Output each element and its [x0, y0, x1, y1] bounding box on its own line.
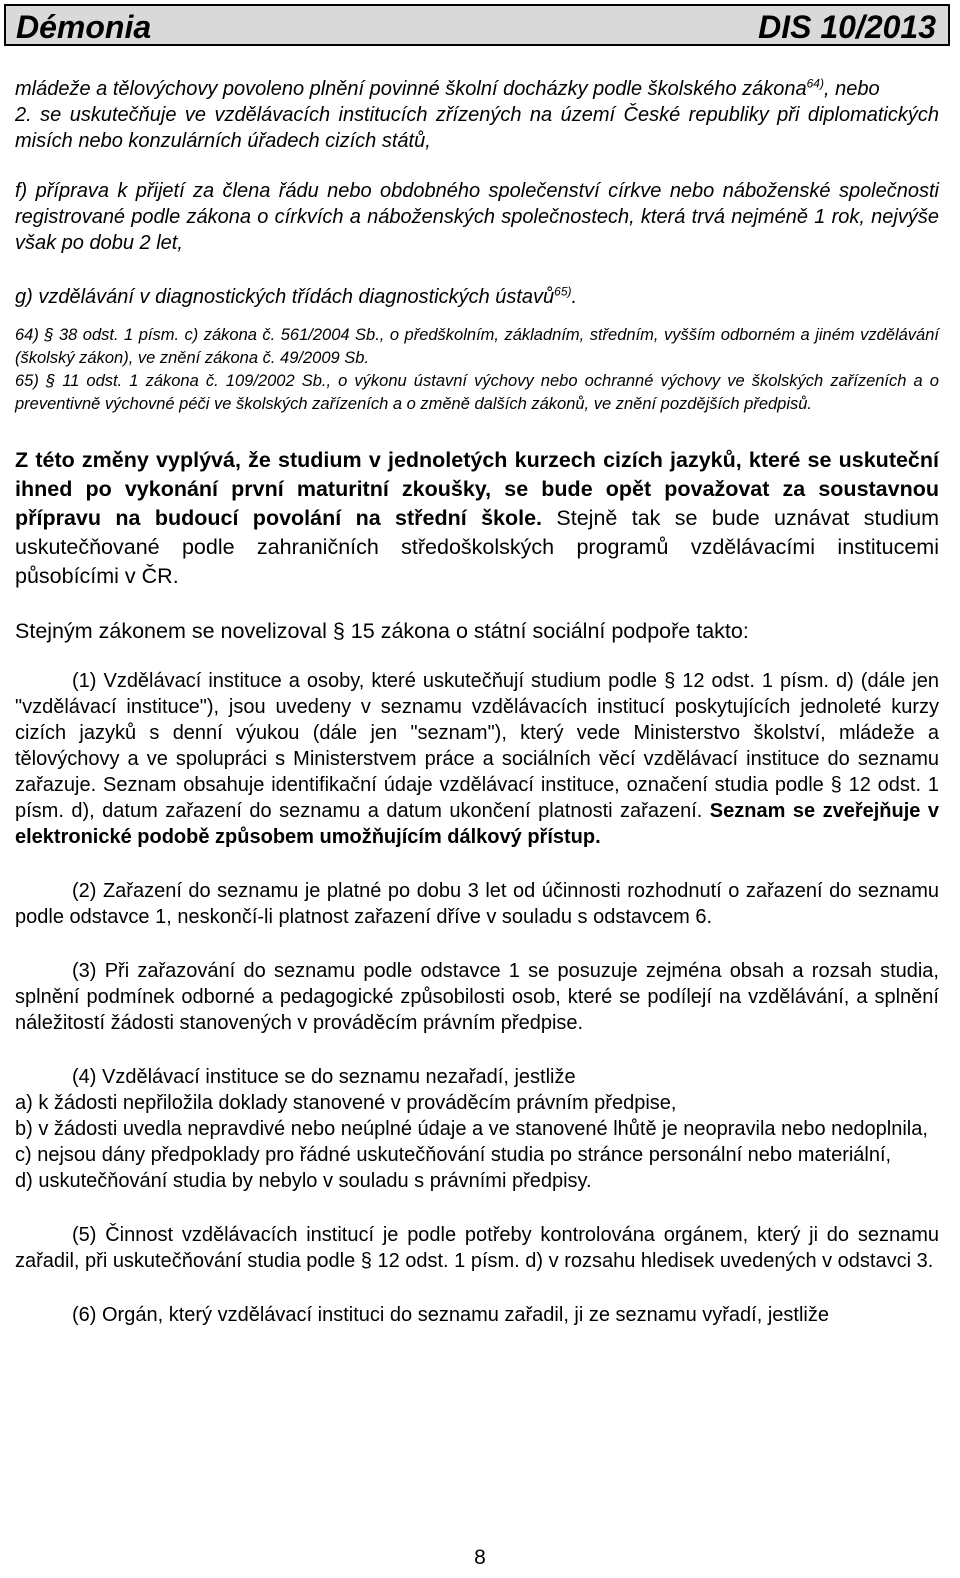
footnote-64: 64) § 38 odst. 1 písm. c) zákona č. 561/2004 Sb., o předškolním, základním, středním, vyšším odborném a jiném vzdělávání (školský zákon), ve znění zákona č. 49/2009 Sb. — [15, 326, 939, 367]
paragraph-text-end: , nebo — [823, 78, 880, 100]
law-section-4-a: a) k žádosti nepřiložila doklady stanovené v prováděcím právním předpise, — [15, 1092, 677, 1114]
page-content — [15, 76, 939, 1328]
list-item-g — [15, 284, 939, 310]
law-section-4-c: c) nejsou dány předpoklady pro řádné uskutečňování studia po stránce personální nebo materiální, — [15, 1144, 892, 1166]
law-section-4-d: d) uskutečňování studia by nebylo v souladu s právními předpisy. — [15, 1170, 592, 1192]
footnote-65: 65) § 11 odst. 1 zákona č. 109/2002 Sb., o výkonu ústavní výchovy nebo ochranné výchovy ve školských zařízeních a o preventivně výchovné péči ve školských zařízeních a o změně dalších zákonů, ve znění pozdějších předpisů. — [15, 372, 939, 413]
law-section-1 — [15, 668, 939, 850]
list-item-g-text: g) vzdělávání v diagnostických třídách diagnostických ústavů — [15, 286, 555, 308]
footnote-ref-64: 64) — [806, 76, 824, 91]
law-section-5: (5) Činnost vzdělávacích institucí je podle potřeby kontrolována orgánem, který ji do seznamu zařadil, při uskutečňování studia podle § 12 odst. 1 písm. d) v rozsahu hledisek uvedených v odstavci 3. — [15, 1224, 939, 1272]
main-paragraph-1-bold: Z této změny vyplývá, že studium v jednoletých kurzech cizích jazyků, které se uskuteční ihned po vykonání první maturitní zkoušky, se bude opět považovat za soustavnou přípravu na budoucí povolání na střední škole. — [15, 448, 939, 530]
page-number: 8 — [474, 1546, 486, 1569]
list-item-f: f) příprava k přijetí za člena řádu nebo obdobného společenství církve nebo náboženské společnosti registrované podle zákona o církvích a náboženských společnostech, která trvá nejméně 1 rok, nejvýše však po dobu 2 let, — [15, 180, 939, 254]
list-item-g-end: . — [571, 286, 578, 308]
main-paragraph-2: Stejným zákonem se novelizoval § 15 zákona o státní sociální podpoře takto: — [15, 619, 749, 643]
law-section-2: (2) Zařazení do seznamu je platné po dobu 3 let od účinnosti rozhodnutí o zařazení do seznamu podle odstavce 1, neskončí-li platnost zařazení dříve v souladu s odstavcem 6. — [15, 880, 939, 928]
law-section-6: (6) Orgán, který vzdělávací instituci do seznamu zařadil, ji ze seznamu vyřadí, jestliže — [72, 1304, 829, 1326]
law-section-4-intro: (4) Vzdělávací instituce se do seznamu nezařadí, jestliže — [72, 1066, 576, 1088]
header-issue: DIS 10/2013 — [758, 9, 936, 45]
law-section-1-text: (1) Vzdělávací instituce a osoby, které uskutečňují studium podle § 12 odst. 1 písm. d) (dále jen "vzdělávací instituce"), jsou uvedeny v seznamu vzdělávacích institucí poskytujících jednoleté kurzy cizích jazyků s denní výukou (dále jen "seznam"), který vede Ministerstvo školství, mládeže a tělovýchovy a ve spolupráci s Ministerstvem práce a sociálních věcí vzdělávací instituce do seznamu zařazuje. Seznam obsahuje identifikační údaje vzdělávací instituce, označení studia podle § 12 odst. 1 písm. d), datum zařazení do seznamu a datum ukončení platnosti zařazení. — [15, 670, 939, 822]
law-section-3: (3) Při zařazování do seznamu podle odstavce 1 se posuzuje zejména obsah a rozsah studia, splnění podmínek odborné a pedagogické způsobilosti osob, které se podílejí na vzdělávání, a splnění náležitostí žádosti stanovených v prováděcím právním předpise. — [15, 960, 939, 1034]
paragraph-text: mládeže a tělovýchovy povoleno plnění povinné školní docházky podle školského zákona — [15, 78, 807, 100]
law-section-1-bold: Seznam se zveřejňuje v elektronické podobě způsobem umožňujícím dálkový přístup. — [15, 800, 939, 848]
main-paragraph-1-normal: Stejně tak se bude uznávat studium uskutečňované podle zahraničních středoškolských programů vzdělávacími institucemi působícími v ČR. — [15, 506, 939, 588]
paragraph-continuation — [15, 76, 939, 102]
law-section-4-b: b) v žádosti uvedla nepravdivé nebo neúplné údaje a ve stanovené lhůtě je neopravila nebo nedoplnila, — [15, 1118, 928, 1140]
header-publisher: Démonia — [16, 9, 152, 45]
page-header — [4, 4, 950, 46]
main-paragraph-1 — [15, 446, 939, 591]
list-item-2: 2. se uskutečňuje ve vzdělávacích institucích zřízených na území České republiky při diplomatických misích nebo konzulárních úřadech cizích států, — [15, 104, 939, 152]
footnote-ref-65: 65) — [554, 284, 572, 299]
